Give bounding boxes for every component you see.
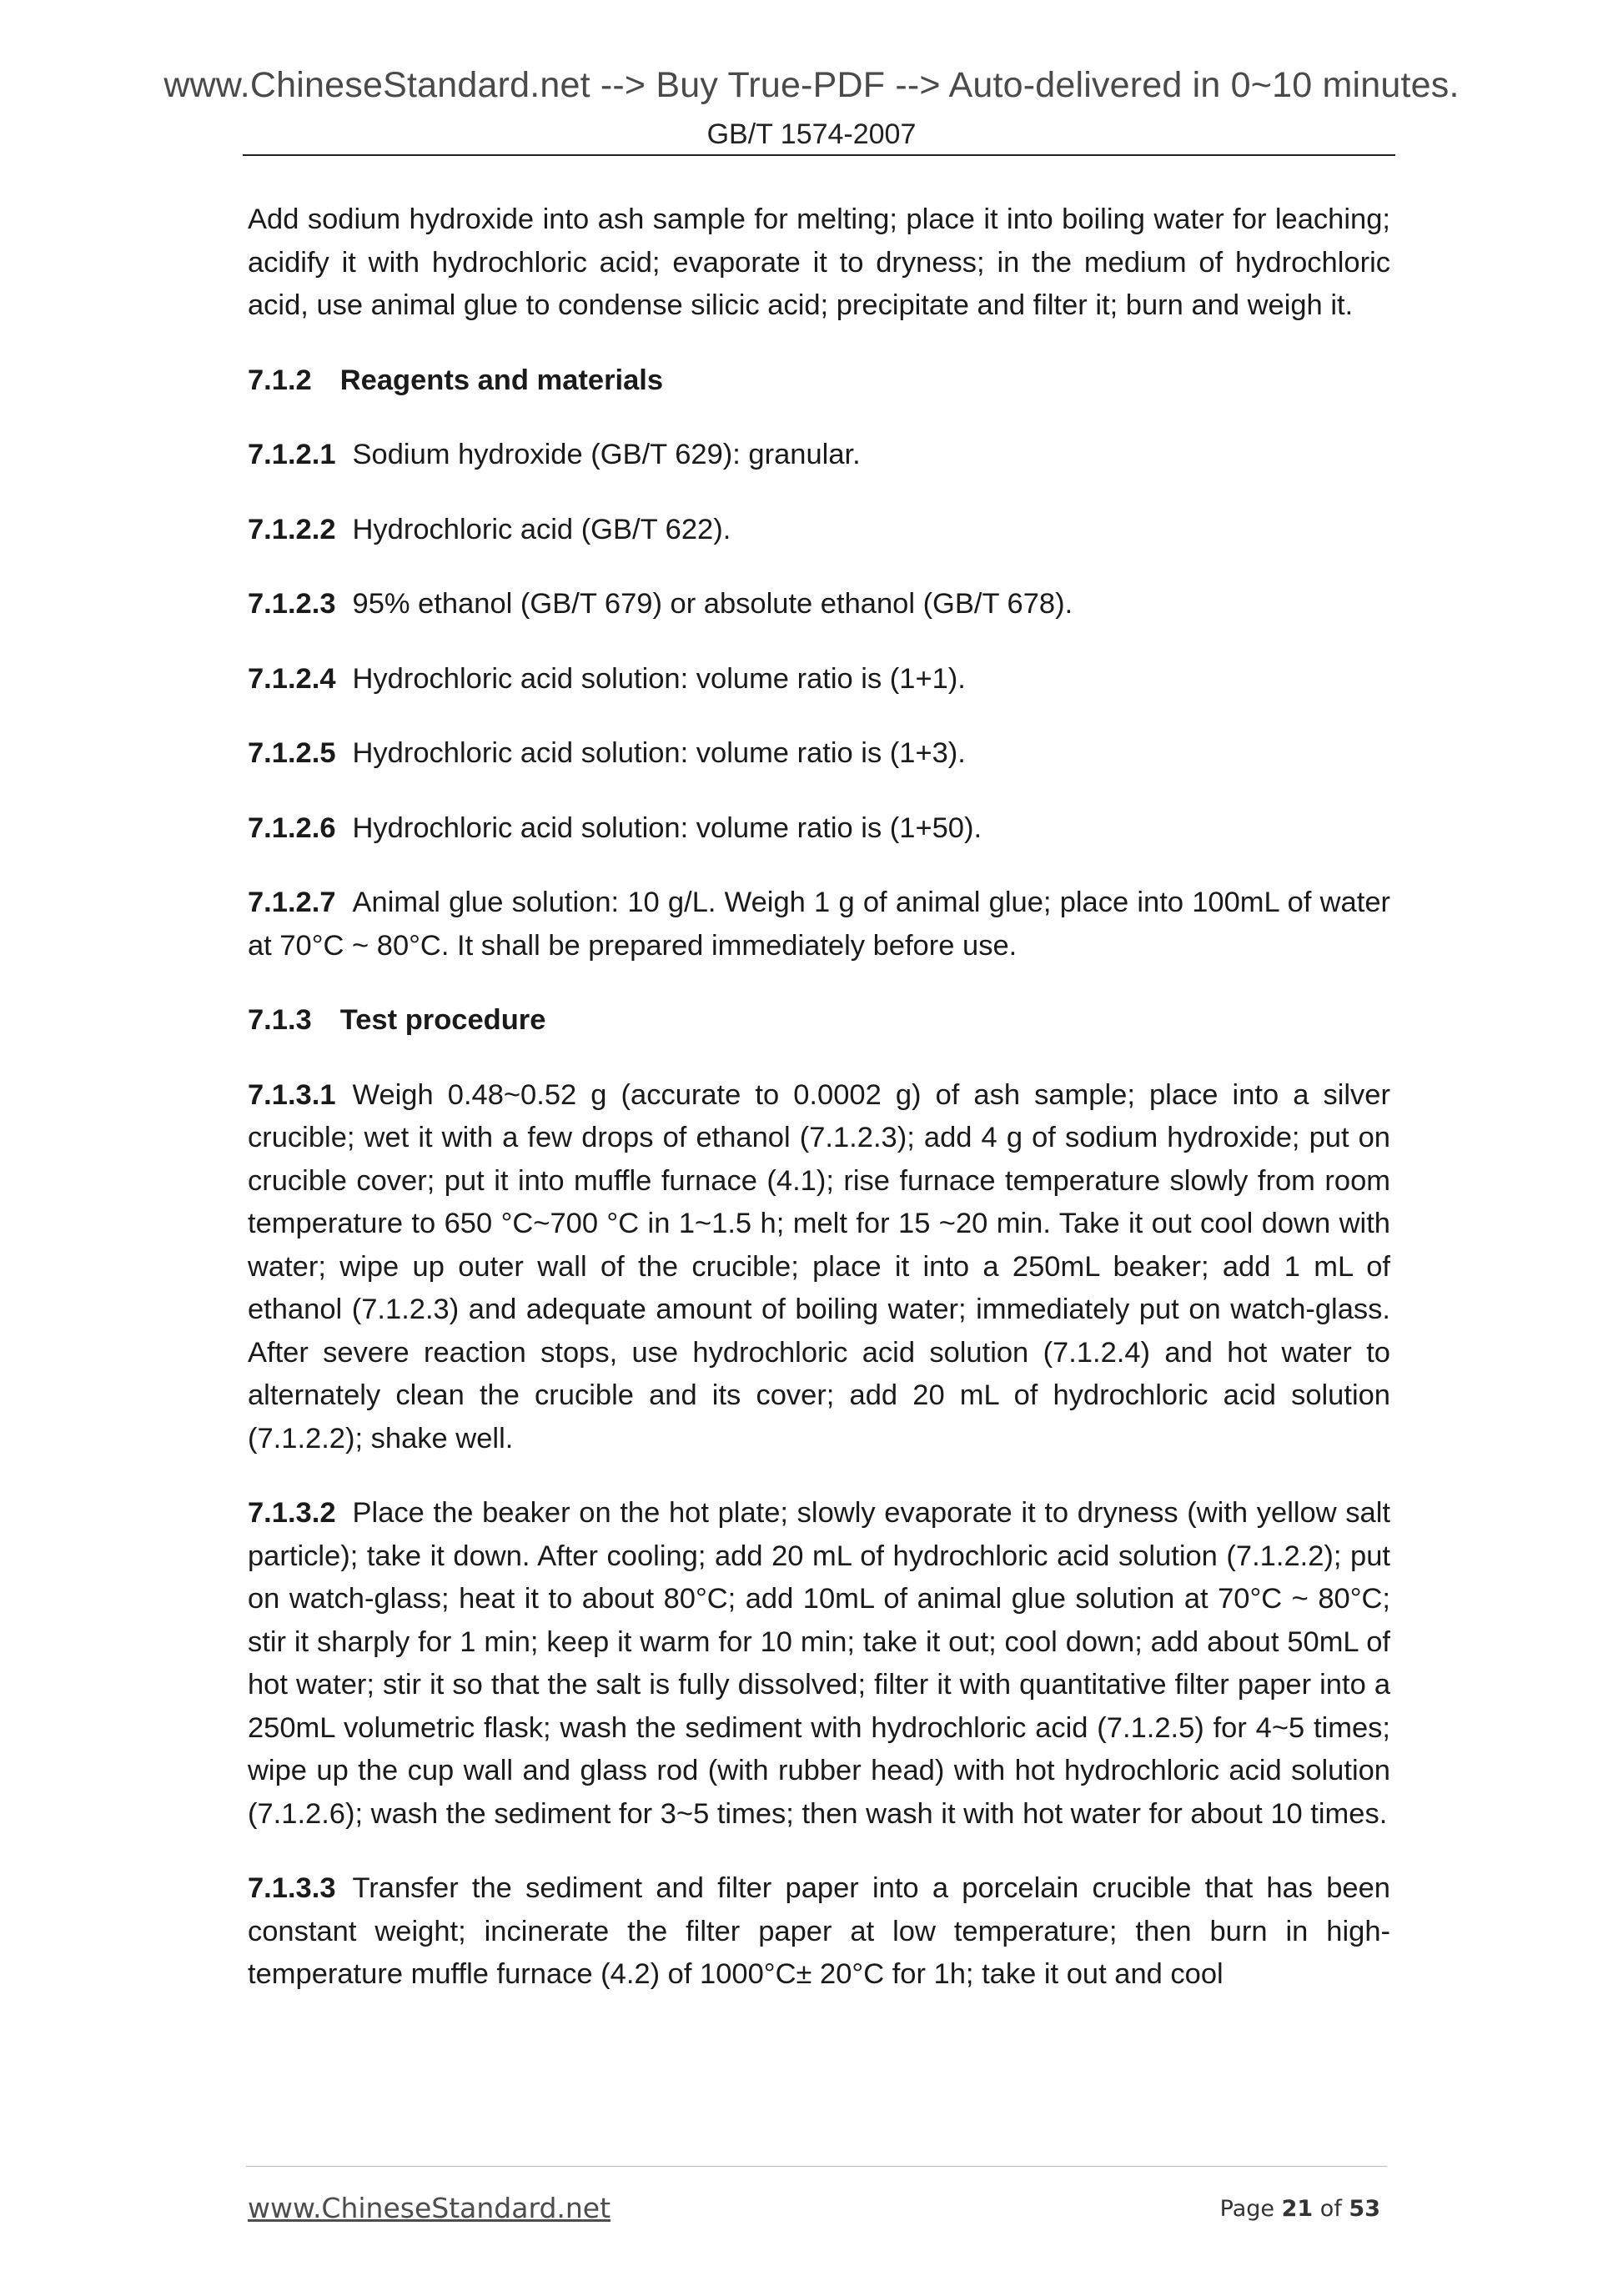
clause-7-1-2-6 — [248, 807, 1390, 851]
site-banner[interactable]: www.ChineseStandard.net --> Buy True-PDF --> Auto-delivered in 0~10 minutes. — [163, 65, 1460, 105]
intro-paragraph: Add sodium hydroxide into ash sample for melting; place it into boiling water for leaching; acidify it with hydrochloric acid; evaporate it to dryness; in the medium of hydrochloric acid, use animal glue to condense silicic acid; precipitate and filter it; burn and weigh it. — [248, 203, 1390, 321]
footer-divider — [246, 2166, 1387, 2167]
clause-number: 7.1.2.3 — [248, 588, 336, 620]
clause-7-1-2-5 — [248, 732, 1390, 776]
clause-7-1-2-4 — [248, 658, 1390, 701]
clause-number: 7.1.2.2 — [248, 513, 336, 545]
clause-text: Place the beaker on the hot plate; slowly evaporate it to dryness (with yellow salt particle); take it down. After cooling; add 20 mL of hydrochloric acid solution (7.1.2.2); put on watch-glass; heat it to about 80°C; add 10mL of animal glue solution at 70°C ~ 80°C; stir it sharply for 1 min; keep it warm for 10 min; take it out; cool down; add about 50mL of hot water; stir it so that the salt is fully dissolved; filter it with quantitative filter paper into a 250mL volumetric flask; wash the sediment with hydrochloric acid (7.1.2.5) for 4~5 times; wipe up the cup wall and glass rod (with rubber head) with hot hydrochloric acid solution (7.1.2.6); wash the sediment for 3~5 times; then wash it with hot water for about 10 times. — [248, 1497, 1390, 1830]
section-title: Test procedure — [339, 1004, 546, 1036]
clause-number: 7.1.2.1 — [248, 439, 336, 470]
clause-7-1-2-2 — [248, 509, 1390, 552]
page-indicator — [1220, 2196, 1380, 2222]
clause-text: Hydrochloric acid (GB/T 622). — [352, 513, 731, 545]
section-heading-7-1-3 — [248, 999, 1390, 1042]
clause-number: 7.1.2.5 — [248, 737, 336, 769]
clause-number: 7.1.3.2 — [248, 1497, 336, 1529]
clause-7-1-3-2 — [248, 1492, 1390, 1836]
clause-number: 7.1.2.6 — [248, 811, 336, 844]
header-divider — [243, 154, 1395, 156]
clause-text: Transfer the sediment and filter paper into a porcelain crucible that has been constant weight; incinerate the filter paper at low temperature; then burn in high-temperature muffle furnace (4.2) of 1000°C± 20°C for 1h; take it out and cool — [248, 1872, 1390, 1990]
standard-code: GB/T 1574-2007 — [706, 118, 917, 150]
page-label: Page — [1219, 2196, 1275, 2222]
clause-text: 95% ethanol (GB/T 679) or absolute ethanol (GB/T 678). — [352, 588, 1073, 620]
clause-number: 7.1.3.3 — [248, 1872, 336, 1904]
clause-text: Hydrochloric acid solution: volume ratio is (1+1). — [352, 662, 966, 695]
clause-7-1-2-7 — [248, 882, 1390, 967]
clause-number: 7.1.3.1 — [248, 1078, 336, 1111]
clause-text: Animal glue solution: 10 g/L. Weigh 1 g of animal glue; place into 100mL of water at 70°C ~ 80°C. It shall be prepared immediately before use. — [248, 887, 1390, 962]
page-of-label: of — [1319, 2196, 1342, 2222]
total-page-number: 53 — [1349, 2196, 1380, 2222]
document-body — [248, 198, 1390, 1997]
clause-number: 7.1.2.7 — [248, 887, 336, 918]
clause-text: Hydrochloric acid solution: volume ratio is (1+3). — [352, 737, 966, 769]
clause-text: Weigh 0.48~0.52 g (accurate to 0.0002 g) of ash sample; place into a silver crucible; wet it with a few drops of ethanol (7.1.2.3); add 4 g of sodium hydroxide; put on crucible cover; put it into muffle furnace (4.1); rise furnace temperature slowly from room temperature to 650 °C~700 °C in 1~1.5 h; melt for 15 ~20 min. Take it out cool down with water; wipe up outer wall of the crucible; place it into a 250mL beaker; add 1 mL of ethanol (7.1.2.3) and adequate amount of boiling water; immediately put on watch-glass. After severe reaction stops, use hydrochloric acid solution (7.1.2.4) and hot water to alternately clean the crucible and its cover; add 20 mL of hydrochloric acid solution (7.1.2.2); shake well. — [248, 1078, 1390, 1454]
section-number: 7.1.3 — [248, 1004, 312, 1036]
clause-7-1-3-1 — [248, 1074, 1390, 1461]
clause-text: Hydrochloric acid solution: volume ratio is (1+50). — [352, 811, 982, 844]
section-number: 7.1.2 — [248, 364, 312, 396]
section-title: Reagents and materials — [339, 364, 664, 396]
clause-7-1-3-3 — [248, 1867, 1390, 1997]
clause-7-1-2-3 — [248, 583, 1390, 626]
clause-text: Sodium hydroxide (GB/T 629): granular. — [352, 439, 861, 470]
current-page-number: 21 — [1281, 2196, 1314, 2222]
clause-7-1-2-1 — [248, 434, 1390, 477]
footer-site-link[interactable]: www.ChineseStandard.net — [248, 2192, 611, 2224]
section-heading-7-1-2 — [248, 359, 1390, 403]
clause-number: 7.1.2.4 — [248, 662, 336, 695]
